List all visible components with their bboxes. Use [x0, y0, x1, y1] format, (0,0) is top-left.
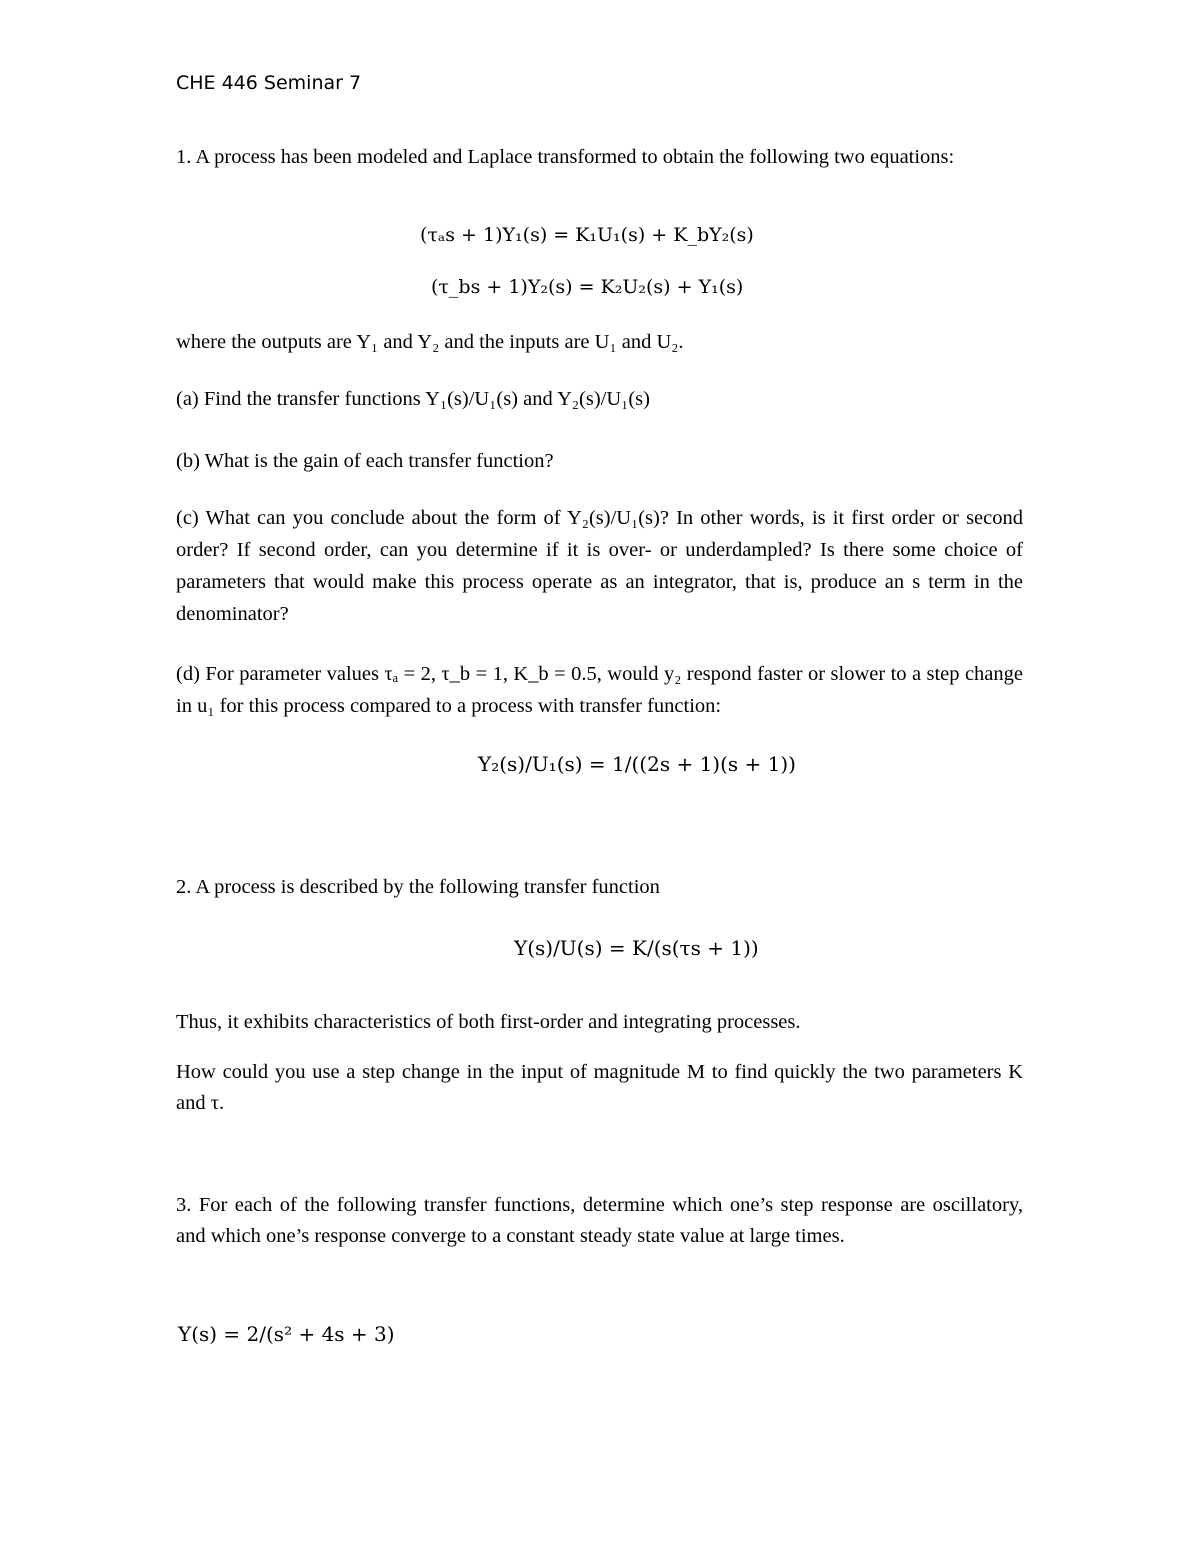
q2-thus: Thus, it exhibits characteristics of both first-order and integrating processes.: [176, 1011, 801, 1033]
q2-transfer-function: Y(s)/U(s) = K/(s(τs + 1)): [514, 936, 759, 960]
q1-part-b: (b) What is the gain of each transfer function?: [176, 450, 554, 472]
q2-intro: 2. A process is described by the following transfer function: [176, 876, 660, 898]
q1-equation-1: (τₐs + 1)Y₁(s) = K₁U₁(s) + K_bY₂(s): [420, 224, 754, 246]
q3-transfer-function: Y(s) = 2/(s² + 4s + 3): [178, 1322, 395, 1346]
page-header: CHE 446 Seminar 7: [176, 72, 362, 94]
q3-intro: 3. For each of the following transfer functions, determine which one’s step response are oscillatory, and which one’s response converge to a constant steady state value at large times.: [176, 1194, 1023, 1247]
q1-part-c: (c) What can you conclude about the form of Y₂(s)/U₁(s)? In other words, is it first order or second order? If second order, can you determine if it is over- or underdampled? Is there some choice of parameters that would make this process operate as an integrator, that is, produce an s term in the denominator?: [176, 507, 1023, 625]
q1-transfer-function-d: Y₂(s)/U₁(s) = 1/((2s + 1)(s + 1)): [478, 752, 796, 776]
q1-where-text: where the outputs are Y₁ and Y₂ and the inputs are U₁ and U₂.: [176, 331, 684, 353]
q1-intro: 1. A process has been modeled and Laplace transformed to obtain the following two equations:: [176, 146, 955, 168]
q1-part-d: (d) For parameter values τₐ = 2, τ_b = 1, K_b = 0.5, would y₂ respond faster or slower to a step change in u₁ for this process compared to a process with transfer function:: [176, 663, 1023, 717]
q2-how: How could you use a step change in the input of magnitude M to find quickly the two parameters K and τ.: [176, 1061, 1023, 1114]
q1-part-a: (a) Find the transfer functions Y₁(s)/U₁(s) and Y₂(s)/U₁(s): [176, 388, 650, 410]
q1-equation-2: (τ_bs + 1)Y₂(s) = K₂U₂(s) + Y₁(s): [431, 276, 744, 298]
